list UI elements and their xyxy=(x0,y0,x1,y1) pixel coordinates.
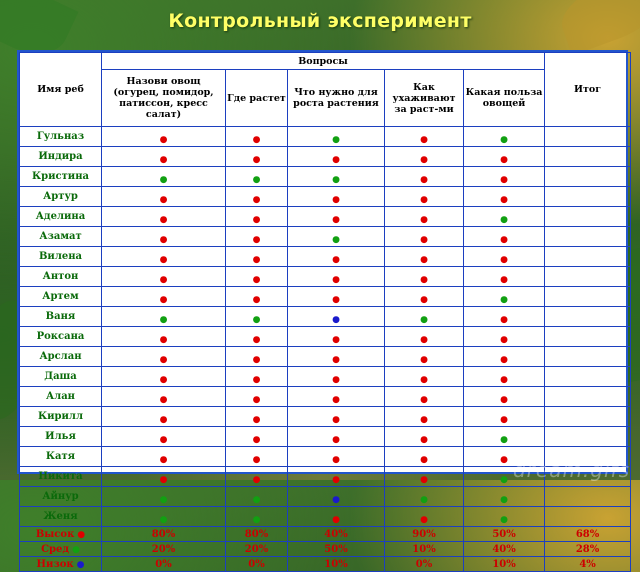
result-dot-red: ● xyxy=(420,135,428,145)
result-dot-red: ● xyxy=(420,355,428,365)
child-name-cell: Илья xyxy=(20,427,102,447)
mark-cell xyxy=(385,427,464,447)
result-dot-red: ● xyxy=(420,255,428,265)
child-name-cell: Айнур xyxy=(20,487,102,507)
mark-cell xyxy=(226,407,288,427)
total-cell xyxy=(545,387,631,407)
result-dot-red: ● xyxy=(332,335,340,345)
summary-value: 50% xyxy=(288,542,385,557)
mark-cell xyxy=(385,247,464,267)
result-dot-green: ● xyxy=(332,235,340,245)
result-dot-red: ● xyxy=(420,475,428,485)
legend-dot-red: ● xyxy=(77,529,86,540)
mark-cell xyxy=(464,267,545,287)
summary-value: 80% xyxy=(226,527,288,542)
summary-value: 10% xyxy=(464,557,545,572)
mark-cell xyxy=(226,207,288,227)
mark-cell xyxy=(288,467,385,487)
total-cell xyxy=(545,147,631,167)
mark-cell xyxy=(102,367,226,387)
result-dot-red: ● xyxy=(332,155,340,165)
mark-cell xyxy=(385,207,464,227)
result-dot-green: ● xyxy=(252,495,261,505)
summary-label: Низок xyxy=(36,558,74,570)
result-dot-green: ● xyxy=(500,135,508,145)
mark-cell xyxy=(288,287,385,307)
mark-cell xyxy=(102,127,226,147)
result-dot-green: ● xyxy=(332,135,340,145)
result-dot-red: ● xyxy=(159,275,168,285)
result-dot-red: ● xyxy=(252,455,261,465)
result-dot-green: ● xyxy=(332,175,340,185)
table-row xyxy=(20,427,631,447)
mark-cell xyxy=(385,127,464,147)
table-row xyxy=(20,407,631,427)
result-dot-green: ● xyxy=(252,515,261,525)
summary-row xyxy=(20,542,631,557)
child-name-cell: Никита xyxy=(20,467,102,487)
mark-cell xyxy=(102,327,226,347)
result-dot-red: ● xyxy=(159,235,168,245)
result-dot-red: ● xyxy=(500,235,508,245)
mark-cell xyxy=(226,267,288,287)
result-dot-red: ● xyxy=(252,215,261,225)
mark-cell xyxy=(385,267,464,287)
total-cell xyxy=(545,367,631,387)
question-header: Как ухаживают за раст-ми xyxy=(385,70,464,127)
question-header: Какая польза овощей xyxy=(464,70,545,127)
mark-cell xyxy=(226,127,288,147)
child-name-cell: Даша xyxy=(20,367,102,387)
mark-cell xyxy=(226,187,288,207)
table-row xyxy=(20,247,631,267)
result-dot-red: ● xyxy=(332,275,340,285)
summary-value: 10% xyxy=(288,557,385,572)
table-row xyxy=(20,307,631,327)
mark-cell xyxy=(288,487,385,507)
result-dot-red: ● xyxy=(420,175,428,185)
result-dot-red: ● xyxy=(252,235,261,245)
summary-label: Сред xyxy=(41,543,70,555)
result-dot-red: ● xyxy=(252,355,261,365)
summary-value: 0% xyxy=(226,557,288,572)
mark-cell xyxy=(288,267,385,287)
result-dot-green: ● xyxy=(252,175,261,185)
mark-cell xyxy=(226,287,288,307)
mark-cell xyxy=(385,147,464,167)
summary-row xyxy=(20,527,631,542)
result-dot-green: ● xyxy=(159,175,168,185)
question-header: Что нужно для роста растения xyxy=(288,70,385,127)
mark-cell xyxy=(288,147,385,167)
mark-cell xyxy=(102,507,226,527)
result-dot-green: ● xyxy=(500,475,508,485)
mark-cell xyxy=(464,407,545,427)
mark-cell xyxy=(385,387,464,407)
result-dot-green: ● xyxy=(500,495,508,505)
mark-cell xyxy=(102,387,226,407)
total-cell xyxy=(545,187,631,207)
summary-value: 40% xyxy=(288,527,385,542)
result-dot-red: ● xyxy=(159,335,168,345)
summary-label-cell xyxy=(20,557,102,572)
legend-dot-blue: ● xyxy=(76,559,85,570)
mark-cell xyxy=(288,447,385,467)
result-dot-red: ● xyxy=(159,355,168,365)
child-name-cell: Аделина xyxy=(20,207,102,227)
result-dot-red: ● xyxy=(332,455,340,465)
mark-cell xyxy=(102,407,226,427)
mark-cell xyxy=(464,127,545,147)
mark-cell xyxy=(226,447,288,467)
summary-value: 80% xyxy=(102,527,226,542)
result-dot-red: ● xyxy=(159,475,168,485)
result-dot-red: ● xyxy=(332,415,340,425)
mark-cell xyxy=(464,307,545,327)
result-dot-red: ● xyxy=(159,295,168,305)
result-dot-red: ● xyxy=(332,375,340,385)
result-dot-red: ● xyxy=(420,435,428,445)
mark-cell xyxy=(226,147,288,167)
watermark-text: dream.gifs xyxy=(512,458,630,482)
mark-cell xyxy=(385,487,464,507)
result-dot-red: ● xyxy=(420,235,428,245)
mark-cell xyxy=(385,467,464,487)
mark-cell xyxy=(385,187,464,207)
result-dot-red: ● xyxy=(332,475,340,485)
result-dot-red: ● xyxy=(500,395,508,405)
questions-group-header: Вопросы xyxy=(102,53,545,70)
result-dot-red: ● xyxy=(420,395,428,405)
table-row xyxy=(20,167,631,187)
mark-cell xyxy=(102,227,226,247)
table-row xyxy=(20,147,631,167)
mark-cell xyxy=(464,427,545,447)
result-dot-blue: ● xyxy=(332,495,340,505)
result-dot-red: ● xyxy=(252,335,261,345)
mark-cell xyxy=(464,507,545,527)
result-dot-red: ● xyxy=(332,435,340,445)
result-dot-red: ● xyxy=(500,415,508,425)
result-dot-red: ● xyxy=(500,455,508,465)
summary-total: 68% xyxy=(545,527,631,542)
summary-total: 28% xyxy=(545,542,631,557)
summary-label-cell xyxy=(20,527,102,542)
mark-cell xyxy=(102,247,226,267)
mark-cell xyxy=(464,387,545,407)
result-dot-green: ● xyxy=(252,315,261,325)
summary-value: 90% xyxy=(385,527,464,542)
result-dot-red: ● xyxy=(420,455,428,465)
mark-cell xyxy=(226,367,288,387)
total-cell xyxy=(545,207,631,227)
total-cell xyxy=(545,247,631,267)
table-row xyxy=(20,347,631,367)
total-cell xyxy=(545,287,631,307)
result-dot-red: ● xyxy=(420,415,428,425)
child-name-cell: Кирилл xyxy=(20,407,102,427)
mark-cell xyxy=(385,307,464,327)
summary-value: 20% xyxy=(226,542,288,557)
table-row xyxy=(20,507,631,527)
child-name-cell: Роксана xyxy=(20,327,102,347)
result-dot-red: ● xyxy=(420,335,428,345)
result-dot-green: ● xyxy=(159,495,168,505)
mark-cell xyxy=(288,307,385,327)
result-dot-red: ● xyxy=(332,515,340,525)
question-header: Где растет xyxy=(226,70,288,127)
mark-cell xyxy=(385,327,464,347)
result-dot-red: ● xyxy=(420,295,428,305)
result-dot-red: ● xyxy=(252,395,261,405)
result-dot-red: ● xyxy=(159,375,168,385)
mark-cell xyxy=(288,327,385,347)
mark-cell xyxy=(385,447,464,467)
table-row xyxy=(20,487,631,507)
mark-cell xyxy=(464,327,545,347)
mark-cell xyxy=(385,507,464,527)
child-name-cell: Индира xyxy=(20,147,102,167)
mark-cell xyxy=(102,447,226,467)
mark-cell xyxy=(464,227,545,247)
result-dot-red: ● xyxy=(500,335,508,345)
result-dot-green: ● xyxy=(500,215,508,225)
mark-cell xyxy=(288,247,385,267)
mark-cell xyxy=(288,367,385,387)
result-dot-blue: ● xyxy=(332,315,340,325)
summary-row xyxy=(20,557,631,572)
mark-cell xyxy=(288,427,385,447)
child-name-cell: Арслан xyxy=(20,347,102,367)
result-dot-red: ● xyxy=(500,315,508,325)
question-header: Назови овощ (огурец, помидор, патиссон, кресс салат) xyxy=(102,70,226,127)
legend-dot-green: ● xyxy=(72,544,80,555)
table-row xyxy=(20,207,631,227)
mark-cell xyxy=(226,487,288,507)
results-table-container xyxy=(17,50,628,570)
total-cell xyxy=(545,227,631,247)
result-dot-red: ● xyxy=(159,155,168,165)
mark-cell xyxy=(288,387,385,407)
mark-cell xyxy=(102,287,226,307)
mark-cell xyxy=(102,347,226,367)
result-dot-red: ● xyxy=(420,275,428,285)
mark-cell xyxy=(464,287,545,307)
child-name-cell: Кристина xyxy=(20,167,102,187)
table-row xyxy=(20,227,631,247)
mark-cell xyxy=(226,427,288,447)
result-dot-red: ● xyxy=(159,395,168,405)
total-cell xyxy=(545,267,631,287)
result-dot-red: ● xyxy=(252,275,261,285)
mark-cell xyxy=(226,387,288,407)
mark-cell xyxy=(464,347,545,367)
result-dot-red: ● xyxy=(252,155,261,165)
summary-value: 0% xyxy=(102,557,226,572)
mark-cell xyxy=(464,367,545,387)
mark-cell xyxy=(464,147,545,167)
child-name-cell: Артур xyxy=(20,187,102,207)
result-dot-red: ● xyxy=(332,395,340,405)
mark-cell xyxy=(102,207,226,227)
table-row xyxy=(20,287,631,307)
result-dot-red: ● xyxy=(159,435,168,445)
mark-cell xyxy=(385,347,464,367)
mark-cell xyxy=(385,167,464,187)
total-cell xyxy=(545,427,631,447)
child-name-cell: Алан xyxy=(20,387,102,407)
total-cell xyxy=(545,347,631,367)
result-dot-green: ● xyxy=(420,495,428,505)
summary-label-cell xyxy=(20,542,102,557)
table-row xyxy=(20,127,631,147)
result-dot-red: ● xyxy=(252,135,261,145)
mark-cell xyxy=(464,167,545,187)
mark-cell xyxy=(102,167,226,187)
result-dot-red: ● xyxy=(159,215,168,225)
mark-cell xyxy=(226,227,288,247)
summary-value: 0% xyxy=(385,557,464,572)
mark-cell xyxy=(288,187,385,207)
mark-cell xyxy=(288,347,385,367)
child-name-cell: Антон xyxy=(20,267,102,287)
results-table xyxy=(19,52,631,572)
mark-cell xyxy=(464,247,545,267)
total-cell xyxy=(545,127,631,147)
table-row xyxy=(20,367,631,387)
total-cell xyxy=(545,167,631,187)
summary-label: Высок xyxy=(35,528,75,540)
summary-value: 20% xyxy=(102,542,226,557)
summary-value: 50% xyxy=(464,527,545,542)
table-row xyxy=(20,267,631,287)
summary-value: 40% xyxy=(464,542,545,557)
result-dot-red: ● xyxy=(159,455,168,465)
result-dot-green: ● xyxy=(500,295,508,305)
total-cell xyxy=(545,487,631,507)
result-dot-red: ● xyxy=(500,375,508,385)
mark-cell xyxy=(102,267,226,287)
child-name-cell: Гульназ xyxy=(20,127,102,147)
mark-cell xyxy=(288,167,385,187)
total-cell xyxy=(545,407,631,427)
result-dot-red: ● xyxy=(332,195,340,205)
result-dot-green: ● xyxy=(420,315,428,325)
mark-cell xyxy=(385,367,464,387)
result-dot-red: ● xyxy=(332,295,340,305)
total-column-header: Итог xyxy=(545,53,631,127)
result-dot-red: ● xyxy=(332,215,340,225)
mark-cell xyxy=(385,227,464,247)
result-dot-red: ● xyxy=(420,195,428,205)
child-name-cell: Вилена xyxy=(20,247,102,267)
result-dot-red: ● xyxy=(332,355,340,365)
mark-cell xyxy=(226,167,288,187)
mark-cell xyxy=(288,127,385,147)
result-dot-red: ● xyxy=(500,275,508,285)
mark-cell xyxy=(464,207,545,227)
result-dot-red: ● xyxy=(252,435,261,445)
summary-value: 10% xyxy=(385,542,464,557)
result-dot-red: ● xyxy=(420,515,428,525)
result-dot-red: ● xyxy=(500,175,508,185)
mark-cell xyxy=(226,247,288,267)
mark-cell xyxy=(288,207,385,227)
result-dot-green: ● xyxy=(159,315,168,325)
child-name-cell: Женя xyxy=(20,507,102,527)
result-dot-red: ● xyxy=(252,255,261,265)
slide-title: Контрольный эксперимент xyxy=(168,10,472,32)
result-dot-red: ● xyxy=(420,155,428,165)
mark-cell xyxy=(226,327,288,347)
child-name-cell: Катя xyxy=(20,447,102,467)
mark-cell xyxy=(464,187,545,207)
results-body xyxy=(20,127,631,572)
result-dot-red: ● xyxy=(500,355,508,365)
mark-cell xyxy=(288,507,385,527)
result-dot-green: ● xyxy=(159,515,168,525)
mark-cell xyxy=(226,307,288,327)
result-dot-red: ● xyxy=(252,415,261,425)
table-row xyxy=(20,327,631,347)
mark-cell xyxy=(464,487,545,507)
result-dot-red: ● xyxy=(252,475,261,485)
result-dot-red: ● xyxy=(252,295,261,305)
mark-cell xyxy=(226,507,288,527)
result-dot-red: ● xyxy=(420,375,428,385)
result-dot-red: ● xyxy=(332,255,340,265)
total-cell xyxy=(545,507,631,527)
result-dot-red: ● xyxy=(159,415,168,425)
child-name-cell: Артем xyxy=(20,287,102,307)
mark-cell xyxy=(385,407,464,427)
mark-cell xyxy=(226,467,288,487)
result-dot-red: ● xyxy=(159,255,168,265)
table-row xyxy=(20,387,631,407)
name-column-header: Имя реб xyxy=(20,53,102,127)
mark-cell xyxy=(102,147,226,167)
total-cell xyxy=(545,327,631,347)
child-name-cell: Ваня xyxy=(20,307,102,327)
mark-cell xyxy=(102,427,226,447)
mark-cell xyxy=(226,347,288,367)
mark-cell xyxy=(288,227,385,247)
mark-cell xyxy=(102,467,226,487)
mark-cell xyxy=(288,407,385,427)
result-dot-red: ● xyxy=(252,375,261,385)
result-dot-green: ● xyxy=(500,515,508,525)
result-dot-red: ● xyxy=(500,195,508,205)
result-dot-red: ● xyxy=(500,155,508,165)
result-dot-red: ● xyxy=(252,195,261,205)
total-cell xyxy=(545,307,631,327)
result-dot-green: ● xyxy=(500,435,508,445)
result-dot-red: ● xyxy=(159,195,168,205)
table-row xyxy=(20,187,631,207)
result-dot-red: ● xyxy=(420,215,428,225)
mark-cell xyxy=(102,307,226,327)
mark-cell xyxy=(102,487,226,507)
mark-cell xyxy=(102,187,226,207)
summary-total: 4% xyxy=(545,557,631,572)
result-dot-red: ● xyxy=(500,255,508,265)
result-dot-red: ● xyxy=(159,135,168,145)
mark-cell xyxy=(385,287,464,307)
child-name-cell: Азамат xyxy=(20,227,102,247)
